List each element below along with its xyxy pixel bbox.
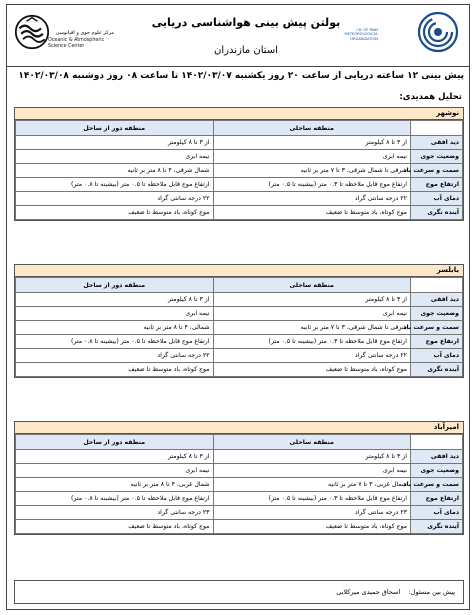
corner-cell [411, 278, 463, 293]
table-row [16, 164, 463, 178]
offshore-value: ارتفاع موج قابل ملاحظه تا ۰.۵ متر (بیشینه تا ۰.۸ متر) [16, 178, 214, 192]
forecast-period: پیش بینی ۱۲ ساعته دریایی از ساعت ۲۰ روز یکشنبه ۱۴۰۲/۰۳/۰۷ تا ساعت ۰۸ روز دوشنبه ۱۴۰۲/۰۳/۰۸ [18, 71, 464, 81]
coastal-value: ارتفاع موج قابل ملاحظه تا ۰.۳ متر (بیشینه تا ۰.۵ متر) [213, 335, 411, 349]
row-label: ارتفاع موج [411, 178, 463, 192]
table-row [16, 478, 463, 492]
bulletin-header [6, 4, 470, 67]
offshore-value: از ۳ تا ۸ کیلومتر [16, 293, 214, 307]
coastal-header: منطقه ساحلی [213, 121, 411, 136]
row-label: دید افقی [411, 450, 463, 464]
coastal-value: از ۳ تا ۸ کیلومتر [213, 136, 411, 150]
forecast-table [15, 434, 463, 534]
row-label: سمت و سرعت باد [411, 478, 463, 492]
row-label: ارتفاع موج [411, 335, 463, 349]
row-label: سمت و سرعت باد [411, 164, 463, 178]
offshore-value: ۲۲ درجه سانتی گراد [16, 192, 214, 206]
met-logo-text [318, 28, 378, 41]
station-section-nowshahr [14, 107, 464, 221]
offshore-value: شمالی، ۴ تا ۸ متر بر ثانیه [16, 321, 214, 335]
offshore-value: ۲۳ درجه سانتی گراد [16, 506, 214, 520]
forecaster-footer [14, 580, 464, 604]
coastal-value: از ۳ تا ۸ کیلومتر [213, 293, 411, 307]
coastal-header: منطقه ساحلی [213, 278, 411, 293]
left-logo-english-text [48, 38, 118, 50]
table-row [16, 464, 463, 478]
offshore-value: ۲۲ درجه سانتی گراد [16, 349, 214, 363]
row-label: دمای آب [411, 192, 463, 206]
station-section-amirabad [14, 421, 464, 535]
bulletin-title: بولتن پیش بینی هواشناسی دریایی [151, 16, 341, 29]
offshore-value: شمال شرقی، ۴ تا ۸ متر بر ثانیه [16, 164, 214, 178]
coastal-value: نیمه ابری [213, 150, 411, 164]
table-row [16, 520, 463, 534]
row-label: وضعیت جوی [411, 464, 463, 478]
forecaster-name: اسحاق حمیدی میرکلایی [336, 588, 401, 596]
coastal-value: موج کوتاه، باد متوسط تا ضعیف [213, 206, 411, 220]
coastal-value: موج کوتاه، باد متوسط تا ضعیف [213, 520, 411, 534]
table-row [16, 321, 463, 335]
station-section-babolsar [14, 264, 464, 378]
province-name: استان مازندران [214, 45, 278, 56]
forecaster-label: پیش بین مسئول: [408, 588, 455, 596]
left-logo-line-1: Oceanic & Atmospheric [48, 38, 105, 43]
table-row [16, 150, 463, 164]
row-label: آینده نگری [411, 520, 463, 534]
corner-cell [411, 435, 463, 450]
offshore-value: از ۳ تا ۸ کیلومتر [16, 450, 214, 464]
coastal-value: ۲۲ درجه سانتی گراد [213, 349, 411, 363]
table-row [16, 335, 463, 349]
row-label: آینده نگری [411, 206, 463, 220]
offshore-value: ارتفاع موج قابل ملاحظه تا ۰.۵ متر (بیشینه تا ۰.۸ متر) [16, 492, 214, 506]
table-row [16, 192, 463, 206]
table-row [16, 206, 463, 220]
row-label: دید افقی [411, 136, 463, 150]
row-label: آینده نگری [411, 363, 463, 377]
met-logo-line-2: METEOROLOGICAL [344, 32, 378, 37]
offshore-header: منطقه دور از ساحل [16, 121, 214, 136]
coastal-value: نیمه ابری [213, 307, 411, 321]
met-organization-logo [344, 10, 464, 62]
coastal-value: نیمه ابری [213, 464, 411, 478]
offshore-value: نیمه ابری [16, 464, 214, 478]
coastal-value: شرقی تا شمال شرقی، ۳ تا ۷ متر بر ثانیه [213, 164, 411, 178]
table-row [16, 492, 463, 506]
coastal-header: منطقه ساحلی [213, 435, 411, 450]
offshore-value: موج کوتاه، باد متوسط تا ضعیف [16, 363, 214, 377]
oceanic-center-logo [14, 10, 116, 62]
row-label: وضعیت جوی [411, 307, 463, 321]
offshore-value: موج کوتاه، باد متوسط تا ضعیف [16, 206, 214, 220]
offshore-value: از ۳ تا ۸ کیلومتر [16, 136, 214, 150]
left-logo-line-2: Science Center [48, 44, 85, 49]
forecast-table [15, 120, 463, 220]
row-label: دمای آب [411, 506, 463, 520]
coastal-value: شرقی تا شمال شرقی، ۳ تا ۷ متر بر ثانیه [213, 321, 411, 335]
coastal-value: شمال غربی، ۳ تا ۷ متر بر ثانیه [213, 478, 411, 492]
corner-cell [411, 121, 463, 136]
coastal-value: موج کوتاه، باد متوسط تا ضعیف [213, 363, 411, 377]
table-row [16, 450, 463, 464]
spiral-logo-icon [416, 10, 460, 54]
station-name: امیرآباد [15, 422, 463, 434]
offshore-header: منطقه دور از ساحل [16, 435, 214, 450]
coastal-value: ارتفاع موج قابل ملاحظه تا ۰.۳ متر (بیشینه تا ۰.۵ متر) [213, 178, 411, 192]
offshore-value: نیمه ابری [16, 150, 214, 164]
coastal-value: ارتفاع موج قابل ملاحظه تا ۰.۳ متر (بیشینه تا ۰.۵ متر) [213, 492, 411, 506]
synoptic-analysis-label: تحلیل همدیدی: [399, 92, 462, 102]
table-row [16, 293, 463, 307]
station-name: نوشهر [15, 108, 463, 120]
offshore-header: منطقه دور از ساحل [16, 278, 214, 293]
row-label: وضعیت جوی [411, 150, 463, 164]
row-label: سمت و سرعت باد [411, 321, 463, 335]
offshore-value: نیمه ابری [16, 307, 214, 321]
offshore-value: موج کوتاه، باد متوسط تا ضعیف [16, 520, 214, 534]
table-row [16, 307, 463, 321]
left-logo-persian-text: مرکز علوم جوی و اقیانوسی [55, 30, 114, 36]
table-row [16, 363, 463, 377]
row-label: دید افقی [411, 293, 463, 307]
station-name: بابلسر [15, 265, 463, 277]
table-row [16, 506, 463, 520]
table-row [16, 178, 463, 192]
offshore-value: شمال غربی، ۴ تا ۸ متر بر ثانیه [16, 478, 214, 492]
coastal-value: از ۳ تا ۸ کیلومتر [213, 450, 411, 464]
table-row [16, 349, 463, 363]
table-row [16, 136, 463, 150]
row-label: ارتفاع موج [411, 492, 463, 506]
forecast-table [15, 277, 463, 377]
offshore-value: ارتفاع موج قابل ملاحظه تا ۰.۵ متر (بیشینه تا ۰.۸ متر) [16, 335, 214, 349]
coastal-value: ۲۲ درجه سانتی گراد [213, 192, 411, 206]
row-label: دمای آب [411, 349, 463, 363]
met-logo-line-3: ORGANIZATION [350, 36, 378, 41]
coastal-value: ۲۳ درجه سانتی گراد [213, 506, 411, 520]
met-logo-line-1: I.R. OF IRAN [356, 28, 378, 32]
